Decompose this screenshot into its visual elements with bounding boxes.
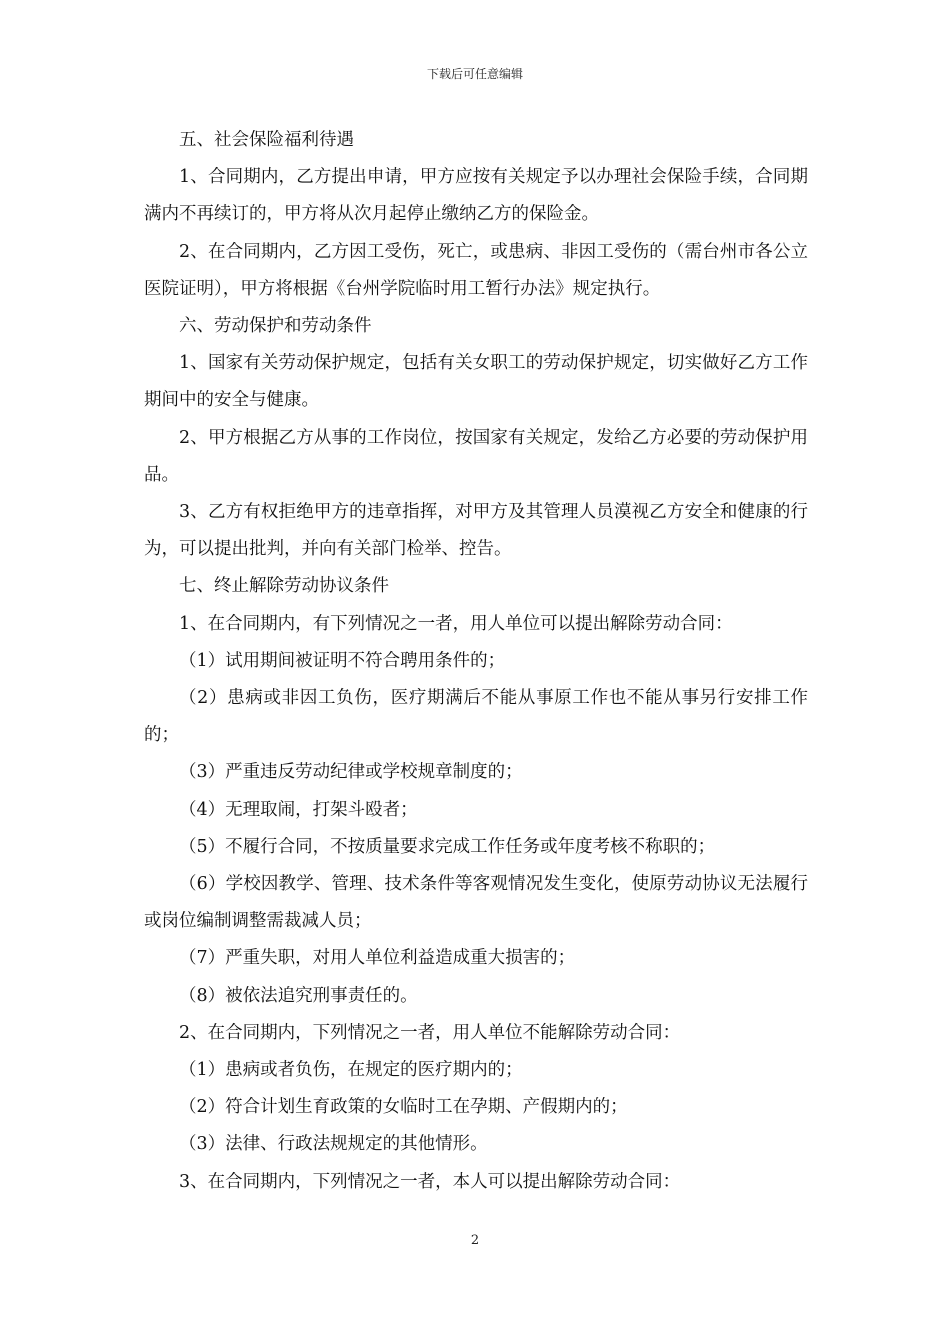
- paragraph: 3、乙方有权拒绝甲方的违章指挥，对甲方及其管理人员漠视乙方安全和健康的行为，可以提出批判，并向有关部门检举、控告。: [144, 502, 808, 560]
- list-item: （2）符合计划生育政策的女临时工在孕期、产假期内的；: [179, 1097, 628, 1118]
- paragraph: 2、甲方根据乙方从事的工作岗位，按国家有关规定，发给乙方必要的劳动保护用品。: [144, 427, 808, 485]
- list-item: （6）学校因教学、管理、技术条件等客观情况发生变化，使原劳动协议无法履行或岗位编制调整需裁减人员；: [144, 874, 808, 932]
- document-body: [144, 122, 808, 1201]
- paragraph: 2、在合同期内，乙方因工受伤，死亡，或患病、非因工受伤的（需台州市各公立医院证明），甲方将根据《台州学院临时用工暂行办法》规定执行。: [144, 241, 808, 299]
- paragraph: 1、合同期内，乙方提出申请，甲方应按有关规定予以办理社会保险手续，合同期满内不再续订的，甲方将从次月起停止缴纳乙方的保险金。: [144, 167, 808, 225]
- section-heading-termination: 七、终止解除劳动协议条件: [179, 576, 389, 597]
- list-item: （1）试用期间被证明不符合聘用条件的；: [179, 650, 506, 671]
- section-heading-labor-protection: 六、劳动保护和劳动条件: [179, 316, 372, 337]
- paragraph: 1、在合同期内，有下列情况之一者，用人单位可以提出解除劳动合同：: [179, 613, 733, 634]
- paragraph: 3、在合同期内，下列情况之一者，本人可以提出解除劳动合同：: [179, 1171, 681, 1192]
- list-item: （3）法律、行政法规规定的其他情形。: [179, 1134, 488, 1155]
- list-item: （3）严重违反劳动纪律或学校规章制度的；: [179, 762, 523, 783]
- section-heading-social-insurance: 五、社会保险福利待遇: [179, 130, 354, 150]
- page-number: 2: [470, 1233, 480, 1248]
- list-item: （5）不履行合同，不按质量要求完成工作任务或年度考核不称职的；: [179, 836, 716, 857]
- list-item: （7）严重失职，对用人单位利益造成重大损害的；: [179, 948, 576, 969]
- paragraph: 1、国家有关劳动保护规定，包括有关女职工的劳动保护规定，切实做好乙方工作期间中的安全与健康。: [144, 353, 808, 411]
- list-item: （4）无理取闹，打架斗殴者；: [179, 799, 418, 820]
- list-item: （1）患病或者负伤，在规定的医疗期内的；: [179, 1060, 523, 1081]
- page-header: 下载后可任意编辑: [426, 67, 523, 81]
- list-item: （8）被依法追究刑事责任的。: [179, 985, 418, 1006]
- paragraph: 2、在合同期内，下列情况之一者，用人单位不能解除劳动合同：: [179, 1022, 681, 1043]
- list-item: （2）患病或非因工负伤，医疗期满后不能从事原工作也不能从事另行安排工作的；: [144, 688, 808, 746]
